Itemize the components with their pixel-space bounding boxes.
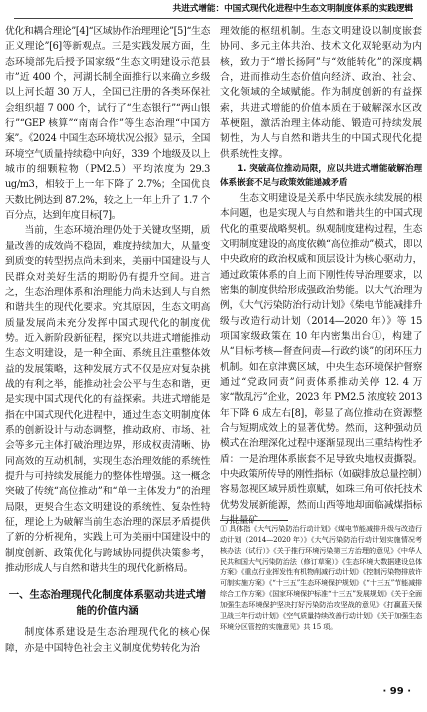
footnote-divider — [220, 520, 288, 521]
paragraph: 当前，生态环境治理仍处于关键攻坚期，质量改善的成效尚不稳固，难度持续加大，从量变到质变的转型拐点尚未到来，美丽中国建设与人民群众对美好生活的期盼仍有提升空间。进言之，生态治理体系和治理能力尚未达到人与自然和谐共生的现代化要求。究其原因，生态文明高质量发展尚未充分发挥中国式现代化的制度优势。近入新阶段新征程，探究以共进式增能推动生态文明建设，是一种全面、系统且注重整体效益的发展策略，这种发展方式不仅是应对复杂挑战的有利之举，能推动社会公平与生态和谐，更是实现中国式现代化的有益探索。共进式增能是指在中国式现代化进程中，通过生态文明制度体系的创新设计与动态调整，推动政府、市场、社会等多元主体打破治理边界，形成权责清晰、协同高效的互动机制，实现生态治理效能的系统性提升与可持续发展能力的整体性增强。这一概念突破了传统“高位推动”和“单一主体发力”的治理局限，更契合生态文明建设的系统性、复杂性特征，理论上为破解当前生态治理的深层矛盾提供了新的分析视角，实践上可为美丽中国建设中的制度创新、政策优化与跨域协同提供决策参考，推动形成人与自然和谐共生的现代化新格局。 — [5, 225, 210, 575]
footnote: ① 具体指《大气污染防治行动计划》《煤电节能减排升级与改造行动计划（2014—2020 年）》《大气污染防治行动计划实施情况考核办法（试行）》《关于推行环境污染第三方治理的意见》《中华人民共和国大气污染防治法（修订草案）》《生态环境大数据建设总体方案》《重点行业挥发性有机物削减行动计划》《控制污染物排放许可制实施方案》《“十三五”生态环境保护规划》《“十三五”节能减排综合工作方案》《国家环境保护标准“十三五”发展规划》《关于全面加强生态环境保护坚决打好污染防治攻坚战的意见》《打赢蓝天保卫战三年行动计划》《空气质量持续改善行动计划》《关于加强生态环境分区管控的实施意见》共 15 项。 — [220, 524, 422, 631]
paragraph: 生态文明建设是关系中华民族永续发展的根本问题，也是实现人与自然和谐共生的中国式现代化的重要战略契机。纵观制度建构过程，生态文明制度建设的高度依赖“高位推动”模式，即以中央政府的政治权威和顶层设计为核心驱动力，通过政策体系的自上而下刚性传导治理要求，以密集的制度供给形成强政治势能。以大气治理为例，《大气污染防治行动计划》《柴电节能减排升级与改造行动计划（2014—2020 年）》等 15 项国家级政策在 10 年内密集出台①，构建了从“目标考核—督查问责—行政约谈”的闭环压力机制。如在京津冀区域，中央生态环境保护督察通过“党政同责”问责体系推动关停 12. 4 万家“散乱污”企业，2023 年 PM2.5 浓度较 2013 年下降 6 成左右[8]，彰显了高位推动在资源整合与短期成效上的显著优势。然而，这种强动员模式在治理深化过程中逐渐显现出三重结构性矛盾：一是治理体系嵌套不足导致央地权责撕裂。中央政策所传导的刚性指标（如碳排放总量控制）容易忽视区域异质性禀赋，如珠三角可依托技术优势发展新能源，然而山西等地却面临减煤指标与批量矿 — [220, 192, 422, 527]
running-header: 共进式增能：中国式现代化进程中生态文明制度体系的实践逻辑 — [14, 3, 413, 19]
subsection-heading: 1. 突破高位推动局限，应以共进式增能破解治理体系嵌套不足与政策效能递减矛盾 — [220, 164, 422, 188]
page-number: · 99 · — [382, 686, 411, 697]
right-column — [220, 24, 422, 528]
left-column — [5, 24, 210, 656]
paragraph: 理效能的枢纽机制。生态文明建设以制度嵌套协同、多元主体共治、技术文化双轮驱动为内核，致力于“增长扬阿”与“效能转化”的深度耦合，进而推动生态价值向经济、政治、社会、文化领域的全域赋能。作为制度创新的有益探索，共进式增能的价值本质在于破解深水区改革梗阻，激活治理主体动能、锻造可持续发展韧性，为人与自然和谐共生的中国式现代化提供系统性支撑。 — [220, 26, 422, 160]
paragraph: 制度体系建设是生态治理现代化的核心保障，亦是中国特色社会主义制度优势转化为治 — [5, 627, 210, 654]
paragraph: 优化和耦合理论”[4]“区域协作治理理论”[5]“生态正义理论”[6]等新观点。三是实践发展方面，生态环境部先后授予国家级“生态文明建设示范县市”近 400 个，河湖长制全面推行以来确立乡级以上河长超 30 万人，全国已注册的各类环保社会组织超 7 000 个，试行了“生态银行”“两山银行”“GEP 核算”“南南合作”等生态治理“中国方案”。《2024 中国生态环境状况公报》显示，全国环境空气质量持续稳中向好，339 个地级及以上城市的细颗粒物（PM2.5）平均浓度为 29.3 ug/m3，相较于上一年下降了 2.7%；全国优良天数比例达到 87.2%，较之上一年上升了 1.7 个百分点，达到年度目标[7]。 — [5, 26, 210, 222]
section-heading: 一、生态治理现代化制度体系驱动共进式增能的价值内涵 — [8, 589, 207, 618]
